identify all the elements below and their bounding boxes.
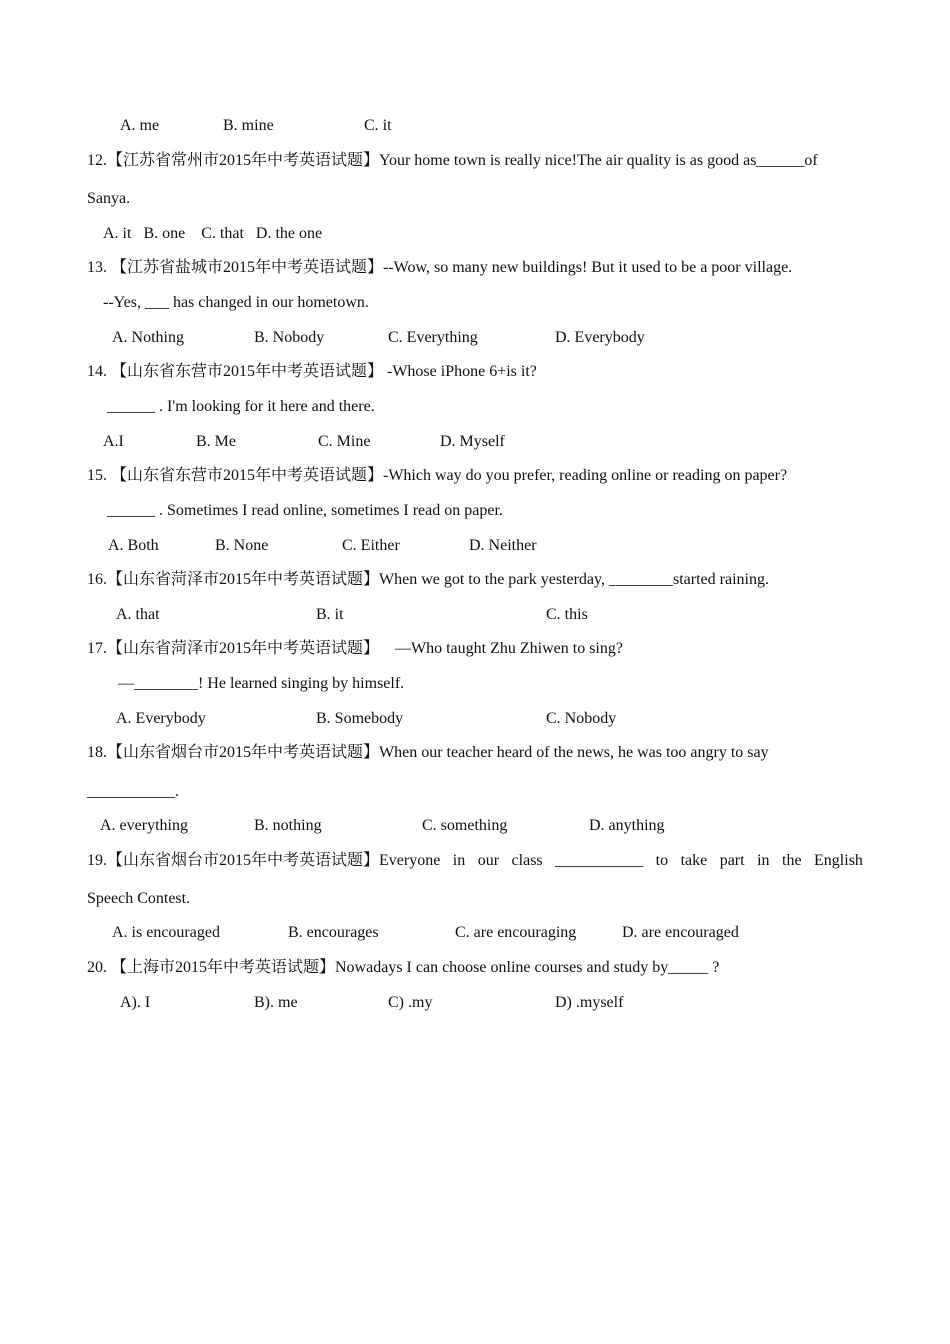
question-12	[0, 149, 950, 173]
option-d: D. Everybody	[555, 329, 645, 346]
question-19-cont	[0, 887, 950, 911]
option-c: C. Either	[342, 537, 400, 554]
option-a: A. everything	[100, 817, 188, 834]
question-13	[0, 256, 950, 280]
option-c: C. this	[546, 606, 588, 623]
option-c: C. Everything	[388, 329, 478, 346]
question-text: —________! He learned singing by himself.	[118, 675, 405, 692]
option-c: C. Nobody	[546, 710, 617, 727]
question-text: 15. 【山东省东营市2015年中考英语试题】-Which way do you prefer, reading online or reading on paper?	[87, 467, 788, 484]
option-b: B. Me	[196, 433, 236, 450]
question-word: class	[511, 852, 543, 869]
question-text: 20. 【上海市2015年中考英语试题】Nowadays I can choose online courses and study by_____ ?	[87, 959, 720, 976]
question-text: ______ . Sometimes I read online, sometimes I read on paper.	[107, 502, 503, 519]
option-a: A. that	[116, 606, 160, 623]
question-word: our	[477, 852, 500, 869]
question-text: 16.【山东省菏泽市2015年中考英语试题】When we got to the park yesterday, ________started raining.	[87, 571, 769, 588]
option-b: B. Nobody	[254, 329, 325, 346]
option-b: B. encourages	[288, 924, 379, 941]
q20-options	[0, 991, 950, 1015]
question-15	[0, 464, 950, 488]
question-word: in	[452, 852, 466, 869]
q19-options	[0, 921, 950, 945]
question-text: 14. 【山东省东营市2015年中考英语试题】 -Whose iPhone 6+is it?	[87, 363, 537, 380]
option-b: B. nothing	[254, 817, 322, 834]
option-a: A. Nothing	[112, 329, 184, 346]
option-a: A. Both	[108, 537, 159, 554]
q16-options	[0, 603, 950, 627]
question-word: English	[814, 852, 863, 869]
question-12-cont	[0, 187, 950, 211]
options-text: A. it B. one C. that D. the one	[103, 225, 323, 242]
q14-options	[0, 430, 950, 454]
question-17-cont	[0, 672, 950, 696]
option-d: D. Neither	[469, 537, 537, 554]
question-word: take	[680, 852, 708, 869]
question-word: 19.【山东省烟台市2015年中考英语试题】Everyone	[87, 852, 441, 869]
option-d: D) .myself	[555, 994, 624, 1011]
q11-options	[0, 114, 950, 138]
option-b: B. None	[215, 537, 269, 554]
option-b: B. Somebody	[316, 710, 404, 727]
option-d: D. are encouraged	[622, 924, 739, 941]
question-word: part	[719, 852, 745, 869]
option-a: A). I	[120, 994, 151, 1011]
question-text: 18.【山东省烟台市2015年中考英语试题】When our teacher heard of the news, he was too angry to say	[87, 744, 769, 761]
question-16	[0, 568, 950, 592]
question-20	[0, 956, 950, 980]
q17-options	[0, 707, 950, 731]
question-text: ______ . I'm looking for it here and there.	[107, 398, 375, 415]
question-18	[0, 741, 950, 765]
question-text: --Yes, ___ has changed in our hometown.	[103, 294, 369, 311]
question-word: the	[782, 852, 802, 869]
answer-blank: ___________	[555, 852, 644, 869]
question-text: Sanya.	[87, 190, 131, 207]
option-a: A. is encouraged	[112, 924, 220, 941]
question-word: to	[655, 852, 669, 869]
question-text: 17.【山东省菏泽市2015年中考英语试题】 —Who taught Zhu Zhiwen to sing?	[87, 640, 623, 657]
option-b: B). me	[254, 994, 298, 1011]
question-19	[87, 849, 863, 873]
q15-options	[0, 534, 950, 558]
question-word: in	[757, 852, 770, 869]
question-text: 13. 【江苏省盐城市2015年中考英语试题】--Wow, so many new buildings! But it used to be a poor village.	[87, 259, 793, 276]
option-a: A.I	[103, 433, 124, 450]
option-d: D. anything	[589, 817, 665, 834]
option-b: B. it	[316, 606, 344, 623]
q12-options	[0, 222, 950, 246]
question-18-cont	[0, 780, 950, 804]
question-text: 12.【江苏省常州市2015年中考英语试题】Your home town is really nice!The air quality is as good as______of	[87, 152, 818, 169]
option-c: C. something	[422, 817, 508, 834]
question-14	[0, 360, 950, 384]
option-d: D. Myself	[440, 433, 505, 450]
question-14-cont	[0, 395, 950, 419]
option-c: C. are encouraging	[455, 924, 577, 941]
question-17	[0, 637, 950, 661]
option-b: B. mine	[223, 117, 274, 134]
answer-blank: ___________.	[87, 783, 179, 800]
option-c: C. Mine	[318, 433, 371, 450]
option-a: A. Everybody	[116, 710, 206, 727]
option-c: C. it	[364, 117, 392, 134]
q18-options	[0, 814, 950, 838]
question-15-cont	[0, 499, 950, 523]
question-text: Speech Contest.	[87, 890, 191, 907]
question-13-cont	[0, 291, 950, 315]
option-a: A. me	[120, 117, 160, 134]
option-c: C) .my	[388, 994, 433, 1011]
q13-options	[0, 326, 950, 350]
